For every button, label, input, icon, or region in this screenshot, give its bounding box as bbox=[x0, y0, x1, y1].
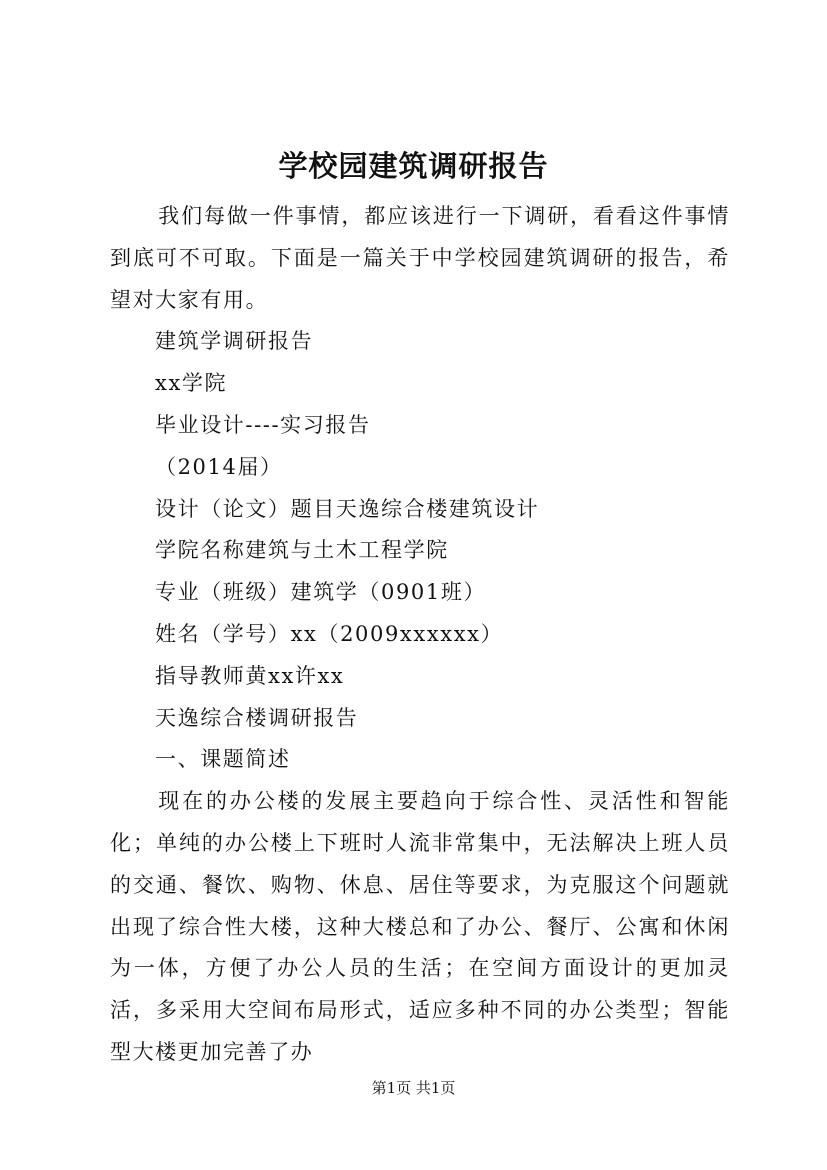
major-line: 专业（班级）建筑学（0901班） bbox=[155, 580, 487, 605]
report-type-line: 毕业设计----实习报告 bbox=[155, 412, 371, 437]
page-number: 第1页 共1页 bbox=[371, 1079, 456, 1097]
report-title-line: 天逸综合楼调研报告 bbox=[155, 705, 359, 730]
intro-paragraph: 我们每做一件事情，都应该进行一下调研，看看这件事情到底可不可取。下面是一篇关于中学校园建筑调研的报告，希望对大家有用。 bbox=[110, 204, 730, 312]
school-name-line: 学院名称建筑与土木工程学院 bbox=[155, 538, 449, 563]
section-heading: 一、课题简述 bbox=[155, 747, 291, 772]
advisor-line: 指导教师黄xx许xx bbox=[155, 663, 345, 688]
document-title: 学校园建筑调研报告 bbox=[278, 149, 549, 183]
topic-line: 设计（论文）题目天逸综合楼建筑设计 bbox=[155, 496, 540, 521]
body-paragraph: 现在的办公楼的发展主要趋向于综合性、灵活性和智能化；单纯的办公楼上下班时人流非常集中，无法解决上班人员的交通、餐饮、购物、休息、居住等要求，为克服这个问题就出现了综合性大楼，这种大楼总和了办公、餐厅、公寓和休闲为一体，方便了办公人员的生活；在空间方面设计的更加灵活，多采用大空间布局形式，适应多种不同的办公类型；智能型大楼更加完善了办 bbox=[110, 789, 730, 1064]
college-line: xx学院 bbox=[155, 371, 228, 396]
class-year-line: （2014届） bbox=[155, 454, 283, 479]
student-name-line: 姓名（学号）xx（2009xxxxxx） bbox=[155, 621, 504, 646]
heading-line: 建筑学调研报告 bbox=[155, 329, 314, 354]
document-body bbox=[110, 196, 730, 1074]
